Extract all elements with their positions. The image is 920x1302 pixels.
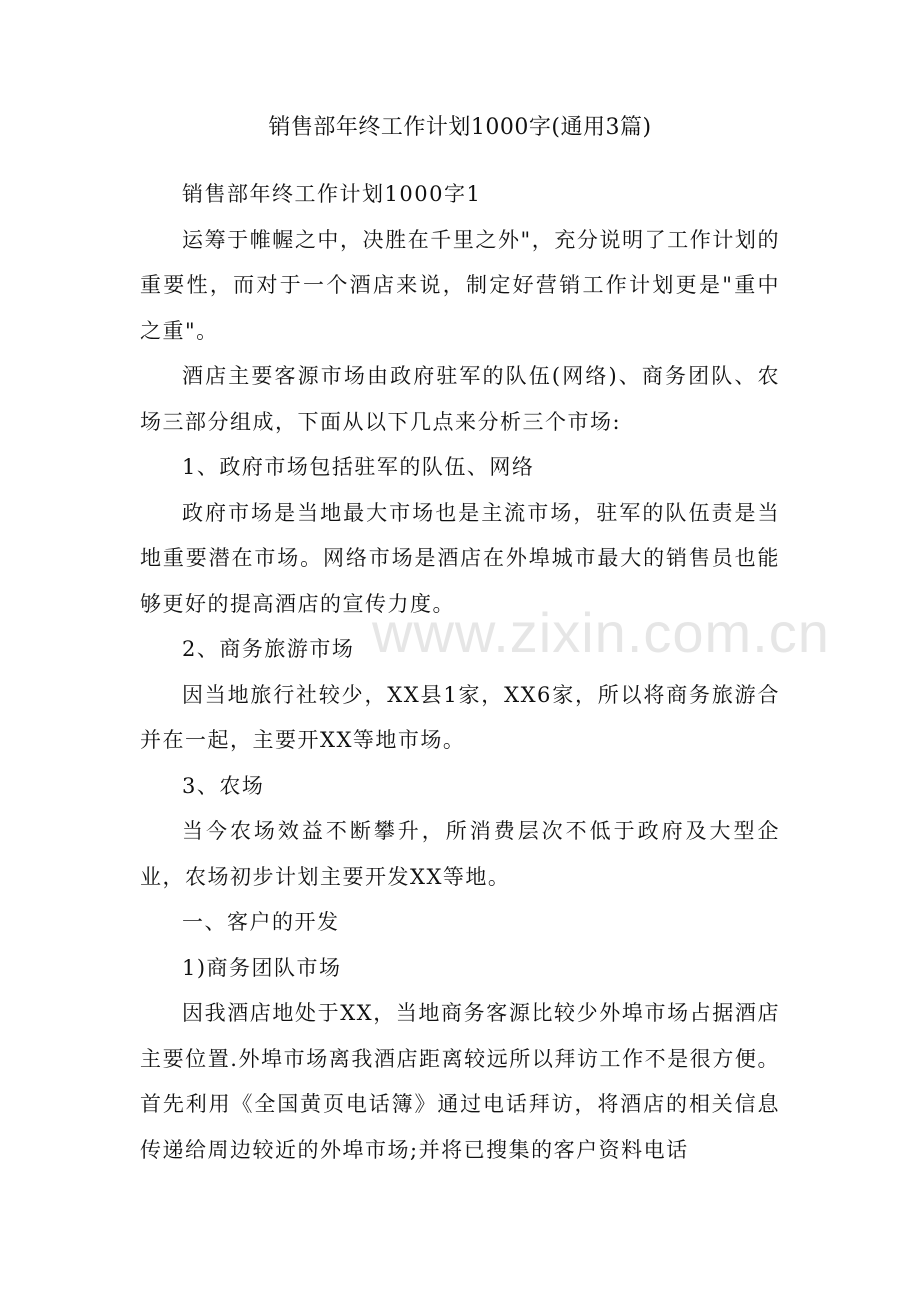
list-heading: 1、政府市场包括驻军的队伍、网络	[182, 455, 535, 479]
section-heading: 一、客户的开发	[182, 910, 340, 934]
paragraph: 酒店主要客源市场由政府驻军的队伍(网络)、商务团队、农场三部分组成，下面从以下几点来分析三个市场:	[140, 364, 780, 434]
document-title: 销售部年终工作计划1000字(通用3篇)	[268, 115, 652, 140]
watermark: www.zixin.com.cn	[372, 601, 830, 664]
document-body	[140, 172, 780, 1173]
paragraph: 运筹于帷幄之中，决胜在千里之外"，充分说明了工作计划的重要性，而对于一个酒店来说，制定好营销工作计划更是"重中之重"。	[140, 227, 780, 343]
paragraph: 因当地旅行社较少，XX县1家，XX6家，所以将商务旅游合并在一起，主要开XX等地市场。	[140, 682, 780, 752]
section-heading: 销售部年终工作计划1000字1	[182, 182, 482, 206]
subsection-heading: 1)商务团队市场	[182, 955, 342, 980]
paragraph: 政府市场是当地最大市场也是主流市场，驻军的队伍责是当地重要潜在市场。网络市场是酒店在外埠城市最大的销售员也能够更好的提高酒店的宣传力度。	[140, 500, 780, 616]
list-heading: 3、农场	[182, 773, 265, 798]
paragraph: 当今农场效益不断攀升，所消费层次不低于政府及大型企业，农场初步计划主要开发XX等地。	[140, 819, 780, 889]
list-heading: 2、商务旅游市场	[182, 637, 355, 661]
paragraph: 因我酒店地处于XX，当地商务客源比较少外埠市场占据酒店主要位置.外埠市场离我酒店距离较远所以拜访工作不是很方便。首先利用《全国黄页电话簿》通过电话拜访，将酒店的相关信息传递给周边较近的外埠市场;并将已搜集的客户资料电话	[140, 1001, 780, 1162]
